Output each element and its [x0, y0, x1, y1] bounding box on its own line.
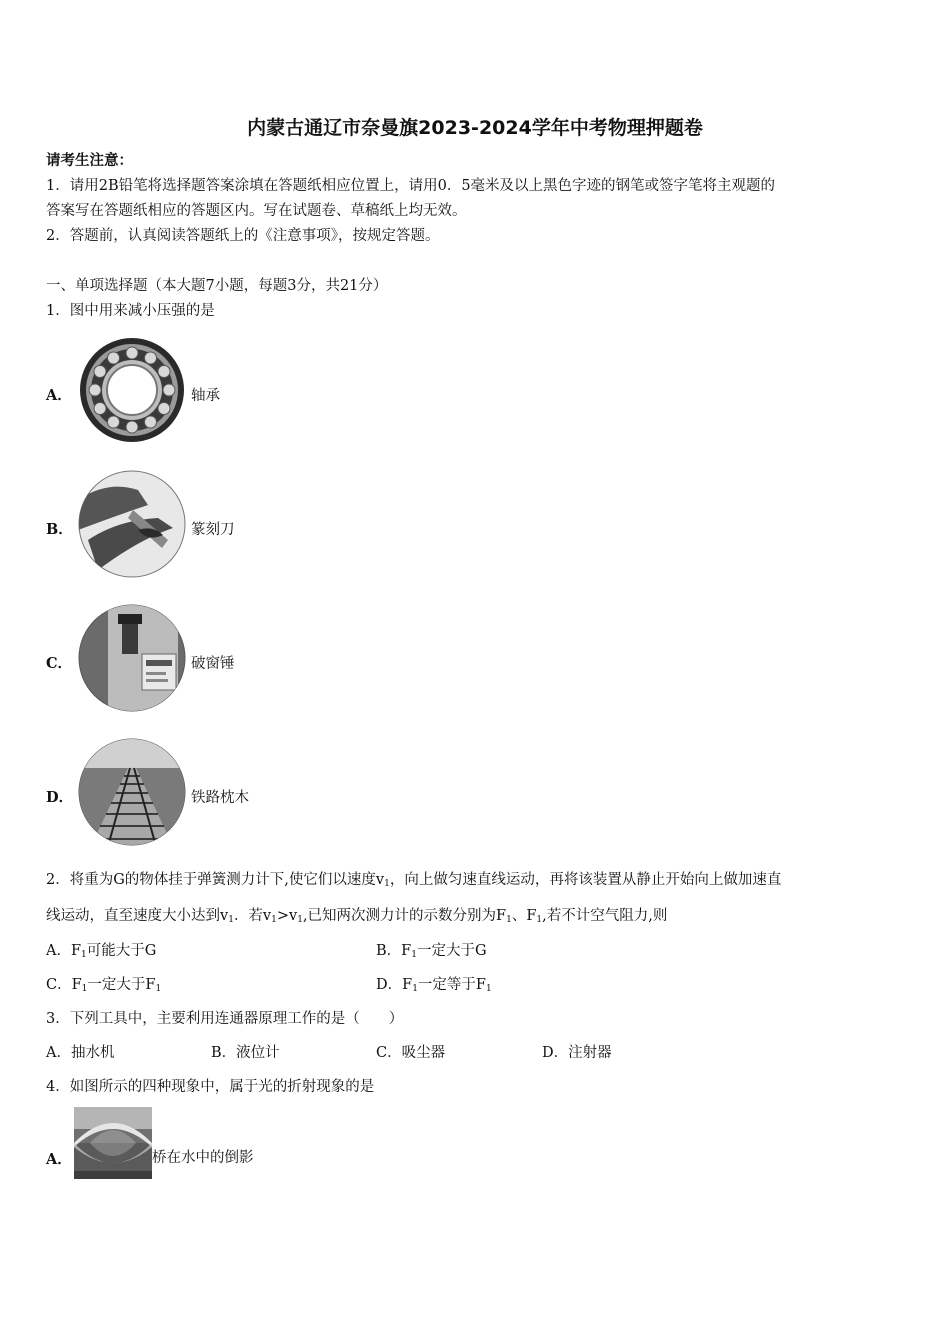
q2-option-c-pre: C．F — [46, 977, 82, 993]
q2-stem-b1-sub: 1 — [228, 915, 234, 925]
q2-stem-b1: 线运动，直至速度大小达到v — [46, 908, 229, 924]
q3-option-b: B．液位计 — [211, 1045, 280, 1061]
q1-option-b-letter: B． — [46, 521, 73, 538]
q1-option-c-letter: C． — [46, 655, 73, 672]
notice-heading: 请考生注意： — [46, 152, 133, 169]
page-title: 内蒙古通辽市奈曼旗2023-2024学年中考物理押题卷 — [247, 117, 703, 139]
question-2-stem-line-1 — [46, 870, 781, 894]
q2-stem-b6: ,若不计空气阻力,则 — [542, 908, 668, 924]
q2-option-a — [46, 941, 156, 965]
q3-option-d: D．注射器 — [542, 1045, 612, 1061]
q2-stem-b4: ,已知两次测力计的示数分别为F — [302, 908, 507, 924]
q2-option-d-sub2: 1 — [485, 984, 492, 994]
q1-option-a-letter: A． — [46, 387, 72, 404]
window-hammer-image — [78, 604, 186, 712]
notice-line-1b: 答案写在答题纸相应的答题区内。写在试题卷、草稿纸上均无效。 — [46, 203, 467, 219]
q2-option-d-mid: 一定等于F — [417, 977, 486, 993]
q2-stem-b5-sub: 1 — [536, 915, 543, 925]
q2-option-c-sub: 1 — [81, 984, 88, 994]
notice-line-2: 2．答题前，认真阅读答题纸上的《注意事项》，按规定答题。 — [46, 228, 440, 244]
q2-stem-b2: ．若v — [233, 908, 272, 924]
q4-option-a-text: 桥在水中的倒影 — [152, 1150, 254, 1166]
q2-option-b — [376, 941, 487, 965]
question-3-stem: 3．下列工具中，主要利用连通器原理工作的是（ ） — [46, 1011, 404, 1027]
q1-option-c-text: 破窗锤 — [191, 656, 235, 672]
notice-line-1a: 1．请用2B铅笔将选择题答案涂填在答题纸相应位置上，请用0．5毫米及以上黑色字迹的钢笔或签字笔将主观题的 — [46, 178, 776, 194]
carving-knife-image — [78, 470, 186, 578]
q2-option-d-sub: 1 — [412, 984, 418, 994]
q2-option-b-sub: 1 — [411, 950, 417, 960]
q2-option-d — [376, 975, 492, 999]
q2-option-b-post: 一定大于G — [416, 943, 487, 959]
q4-option-a-letter: A． — [46, 1151, 72, 1168]
section-heading: 一、单项选择题（本大题7小题，每题3分，共21分） — [46, 278, 388, 294]
q2-option-a-post: 可能大于G — [86, 943, 157, 959]
q2-option-d-pre: D．F — [376, 977, 413, 993]
q2-stem-a: 2．将重为G的物体挂于弹簧测力计下,使它们以速度v — [46, 872, 385, 888]
q2-option-a-pre: A．F — [46, 943, 82, 959]
q2-stem-b3-sub: 1 — [297, 915, 303, 925]
q2-option-a-sub: 1 — [81, 950, 87, 960]
q1-option-d-text: 铁路枕木 — [191, 790, 249, 806]
question-4-stem: 4．如图所示的四种现象中，属于光的折射现象的是 — [46, 1079, 375, 1095]
railway-sleeper-image — [78, 738, 186, 846]
q2-stem-a-sub: 1 — [384, 879, 390, 889]
q2-option-b-pre: B．F — [376, 943, 412, 959]
question-2-stem-line-2 — [46, 906, 667, 930]
q2-stem-b5: 、F — [511, 908, 537, 924]
q1-option-b-text: 篆刻刀 — [191, 522, 235, 538]
q2-option-c — [46, 975, 161, 999]
q2-option-c-sub2: 1 — [155, 984, 162, 994]
q2-option-c-mid: 一定大于F — [87, 977, 156, 993]
bridge-reflection-image — [74, 1107, 152, 1179]
q2-stem-a2: ，向上做匀速直线运动，再将该装置从静止开始向上做加速直 — [389, 872, 782, 888]
q1-option-d-letter: D． — [46, 789, 74, 806]
bearing-image — [78, 336, 186, 444]
q2-stem-b2-sub: 1 — [271, 915, 277, 925]
q3-option-a: A．抽水机 — [46, 1045, 115, 1061]
question-1-stem: 1．图中用来减小压强的是 — [46, 303, 215, 319]
q3-option-c: C．吸尘器 — [376, 1045, 446, 1061]
q1-option-a-text: 轴承 — [191, 388, 220, 404]
q2-stem-b3: >v — [276, 908, 298, 924]
q2-stem-b4-sub: 1 — [506, 915, 512, 925]
